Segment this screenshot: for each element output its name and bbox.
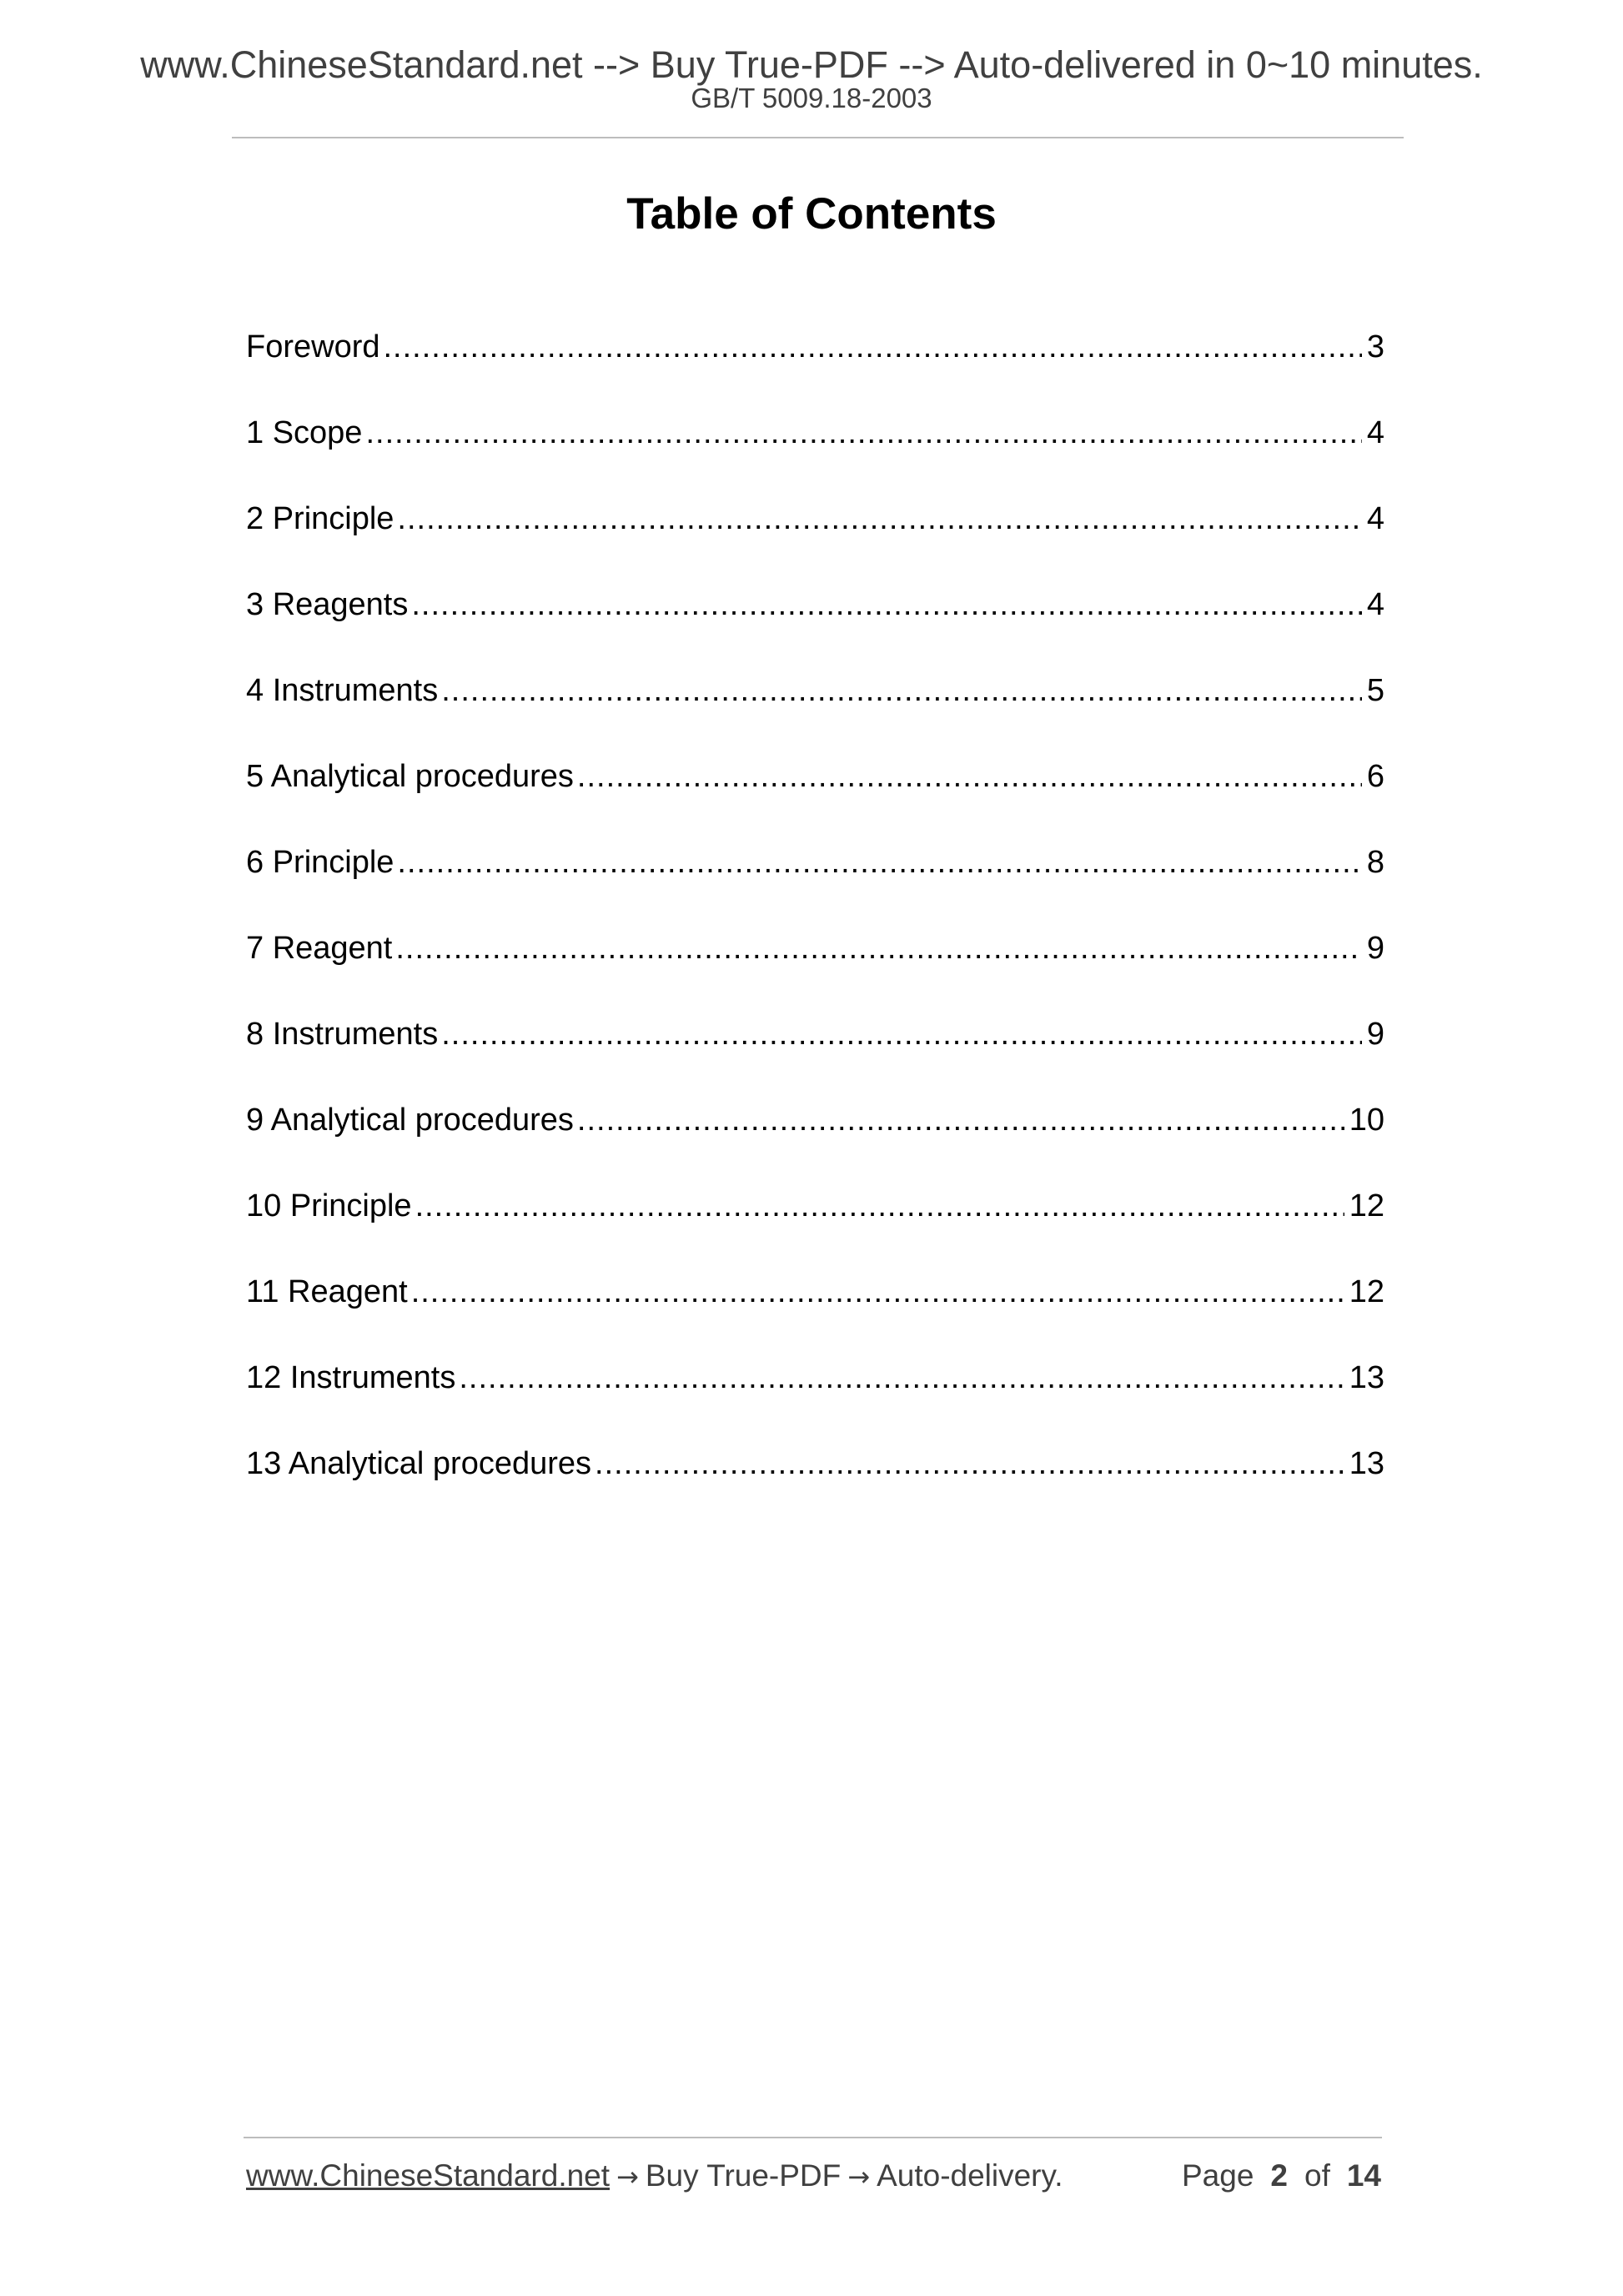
toc-entry-principle-2[interactable]	[246, 831, 1384, 917]
toc-entry-label: 3 Reagents	[246, 587, 409, 622]
footer-site-link[interactable]: www.ChineseStandard.net	[246, 2158, 611, 2193]
toc-entry-label: 13 Analytical procedures	[246, 1446, 592, 1481]
current-page-number: 2	[1270, 2158, 1288, 2193]
toc-title: Table of Contents	[626, 189, 997, 239]
toc-entry-page: 6	[1366, 759, 1384, 794]
toc-entry-page: 5	[1366, 673, 1384, 708]
toc-entry-reagent-2[interactable]	[246, 1260, 1384, 1346]
footer-buy-text: Buy True-PDF	[645, 2158, 842, 2193]
toc-entry-label: 10 Principle	[246, 1188, 412, 1223]
right-arrow-icon: →	[847, 2161, 871, 2193]
toc-entry-label: 9 Analytical procedures	[246, 1103, 574, 1138]
footer-promo	[246, 2155, 1063, 2198]
toc-entry-scope[interactable]	[246, 401, 1384, 487]
toc-entry-label: 11 Reagent	[246, 1274, 408, 1309]
document-code: GB/T 5009.18-2003	[691, 83, 932, 113]
page-word: Page	[1182, 2158, 1254, 2193]
toc-dot-leader	[384, 315, 1362, 379]
total-pages-number: 14	[1346, 2158, 1382, 2193]
toc-dot-leader	[411, 573, 1361, 636]
toc-entry-page: 13	[1349, 1446, 1384, 1481]
toc-entry-label: Foreword	[246, 329, 380, 364]
toc-entry-page: 8	[1366, 845, 1384, 880]
toc-dot-leader	[577, 1088, 1344, 1152]
toc-entry-analytical-procedures-2[interactable]	[246, 1088, 1384, 1174]
right-arrow-icon: →	[616, 2161, 639, 2193]
toc-entry-label: 7 Reagent	[246, 931, 393, 966]
toc-dot-leader	[397, 487, 1361, 550]
page-footer	[246, 2155, 1380, 2197]
toc-entry-reagent[interactable]	[246, 917, 1384, 1002]
toc-entry-page: 4	[1366, 415, 1384, 450]
toc-entry-label: 2 Principle	[246, 501, 394, 536]
toc-entry-page: 3	[1366, 329, 1384, 364]
toc-dot-leader	[365, 401, 1361, 465]
toc-entry-page: 4	[1366, 587, 1384, 622]
toc-entry-principle[interactable]	[246, 487, 1384, 573]
toc-entry-analytical-procedures[interactable]	[246, 745, 1384, 831]
toc-entry-instruments[interactable]	[246, 659, 1384, 745]
toc-entry-foreword[interactable]	[246, 315, 1384, 401]
toc-entry-label: 6 Principle	[246, 845, 394, 880]
toc-list	[246, 315, 1384, 1518]
toc-dot-leader	[441, 659, 1362, 722]
toc-entry-instruments-3[interactable]	[246, 1346, 1384, 1432]
toc-dot-leader	[397, 831, 1361, 894]
toc-entry-page: 12	[1349, 1274, 1384, 1309]
toc-entry-page: 10	[1349, 1103, 1384, 1138]
toc-dot-leader	[411, 1260, 1344, 1324]
footer-delivery-text: Auto-delivery.	[877, 2158, 1063, 2193]
toc-dot-leader	[415, 1174, 1344, 1238]
toc-entry-page: 9	[1366, 931, 1384, 966]
toc-entry-reagents[interactable]	[246, 573, 1384, 659]
toc-dot-leader	[395, 917, 1361, 980]
toc-entry-label: 5 Analytical procedures	[246, 759, 574, 794]
toc-entry-page: 4	[1366, 501, 1384, 536]
footer-divider	[244, 2137, 1382, 2138]
header-divider	[232, 137, 1404, 138]
toc-dot-leader	[441, 1002, 1362, 1066]
of-word: of	[1304, 2158, 1330, 2193]
toc-entry-principle-3[interactable]	[246, 1174, 1384, 1260]
header-banner: www.ChineseStandard.net --> Buy True-PDF --> Auto-delivered in 0~10 minutes.	[140, 43, 1483, 86]
toc-entry-page: 13	[1349, 1360, 1384, 1395]
page-indicator	[1182, 2155, 1381, 2197]
toc-entry-analytical-procedures-3[interactable]	[246, 1432, 1384, 1518]
toc-entry-page: 9	[1366, 1017, 1384, 1052]
toc-entry-label: 8 Instruments	[246, 1017, 439, 1052]
toc-dot-leader	[595, 1432, 1344, 1495]
toc-entry-label: 12 Instruments	[246, 1360, 456, 1395]
toc-dot-leader	[459, 1346, 1344, 1409]
toc-entry-instruments-2[interactable]	[246, 1002, 1384, 1088]
toc-entry-label: 4 Instruments	[246, 673, 439, 708]
toc-dot-leader	[577, 745, 1362, 808]
toc-entry-page: 12	[1349, 1188, 1384, 1223]
toc-entry-label: 1 Scope	[246, 415, 363, 450]
